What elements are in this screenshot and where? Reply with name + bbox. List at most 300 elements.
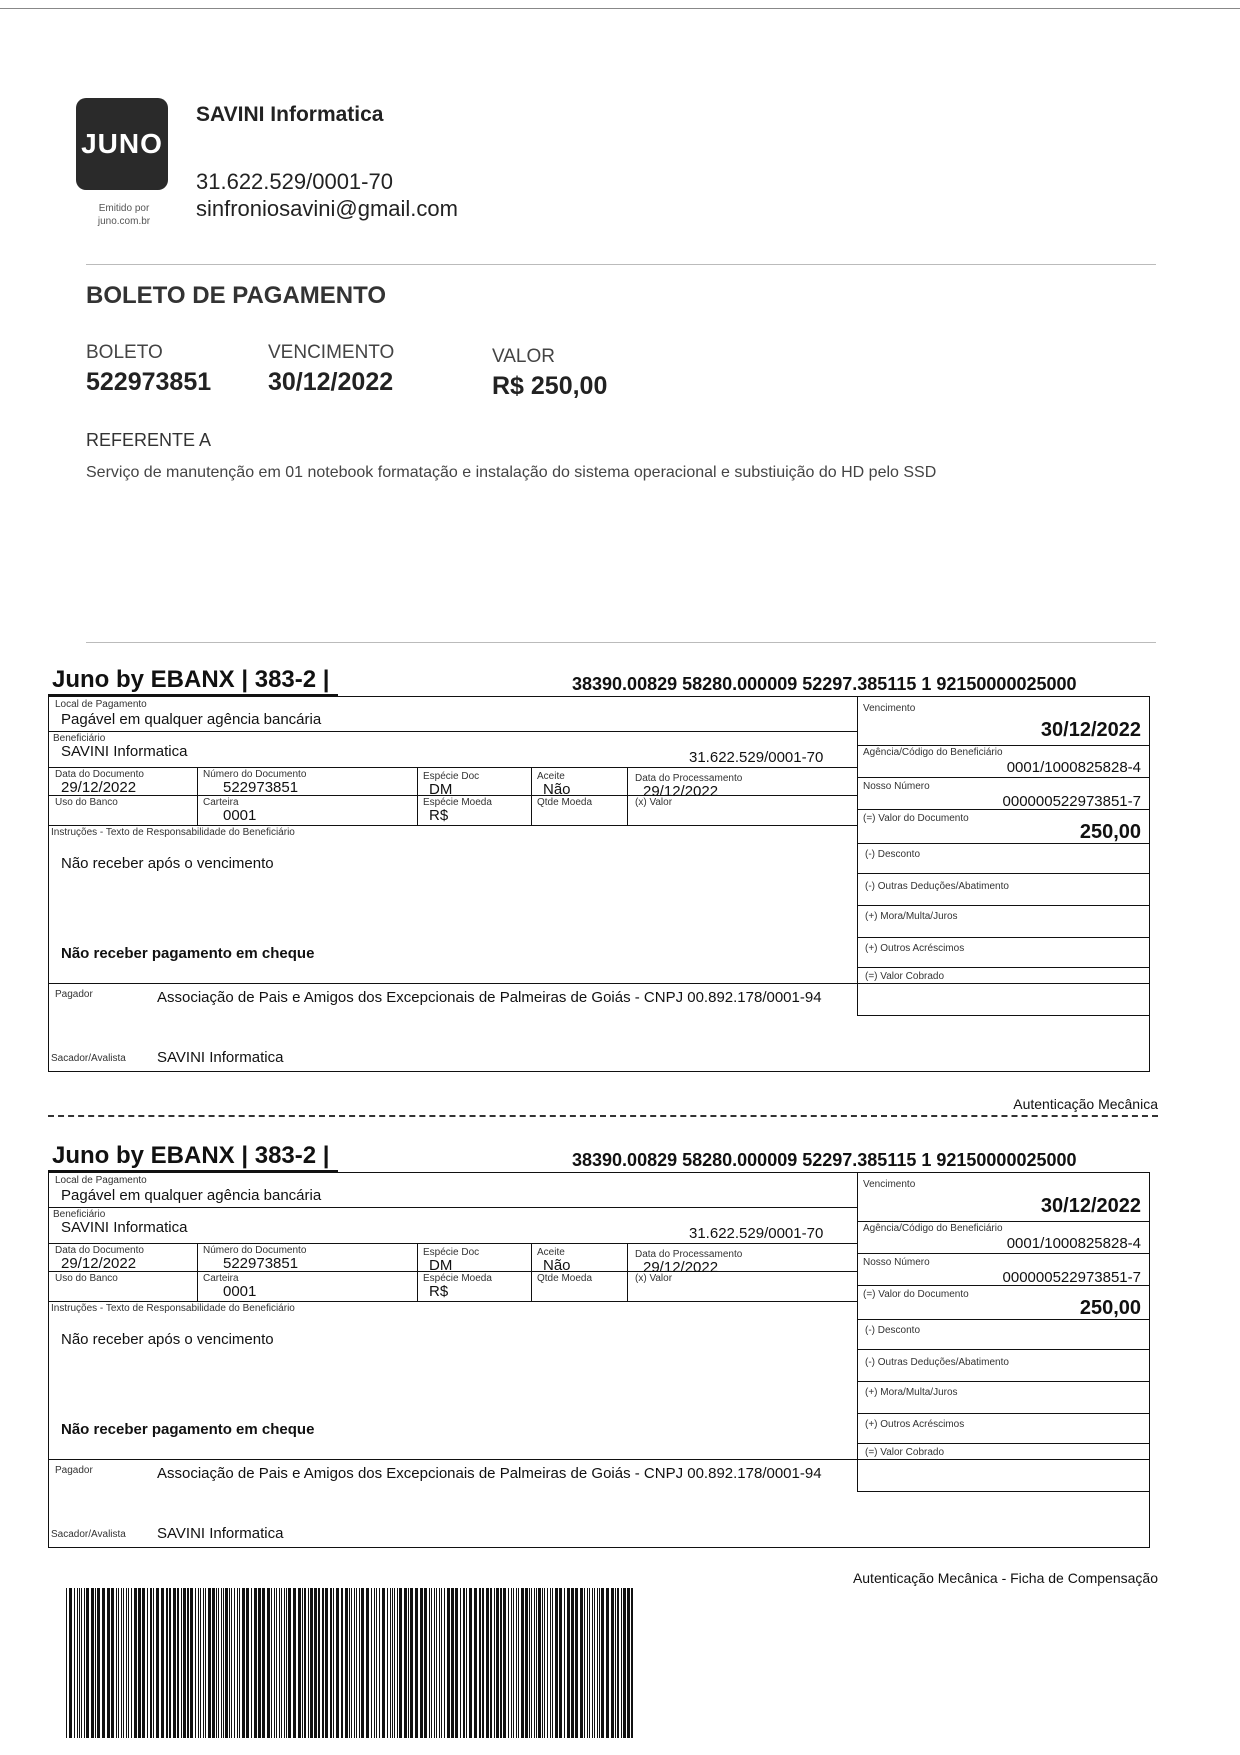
payment-slip-compensacao (48, 1142, 1158, 1586)
barcode-bar (408, 1588, 409, 1738)
payment-slip-receipt (48, 666, 1158, 1112)
barcode-bar (436, 1588, 437, 1738)
valor-documento: 250,00 (1079, 821, 1141, 843)
barcode-bar (500, 1588, 502, 1738)
barcode-bar (284, 1588, 285, 1738)
row-divider (49, 767, 857, 768)
numero-documento: 522973851 (223, 779, 299, 796)
barcode-bar (486, 1588, 489, 1738)
barcode-bar (81, 1588, 82, 1738)
bank-name: Juno by EBANX | 383-2 | (52, 666, 330, 693)
barcode-bar (420, 1588, 423, 1738)
barcode-bar (293, 1588, 296, 1738)
barcode-bar (390, 1588, 391, 1738)
barcode-bar (451, 1588, 454, 1738)
barcode-bar (318, 1588, 320, 1738)
local-pagamento-label: Local de Pagamento (55, 699, 147, 710)
barcode-bar (382, 1588, 385, 1738)
boleto-label: BOLETO (86, 342, 163, 363)
barcode-bar (392, 1588, 393, 1738)
sacador-label: Sacador/Avalista (51, 1529, 126, 1540)
row-divider (49, 731, 857, 732)
valor-documento: 250,00 (1079, 1297, 1141, 1319)
row-divider (857, 937, 1149, 938)
barcode-bar (142, 1588, 145, 1738)
carteira: 0001 (223, 807, 257, 824)
data-documento: 29/12/2022 (61, 1255, 137, 1272)
valor-documento-label: (=) Valor do Documento (863, 1289, 969, 1300)
barcode-bar (166, 1588, 168, 1738)
agencia-label: Agência/Código do Beneficiário (863, 747, 1003, 758)
instrucao-1: Não receber após o vencimento (61, 855, 274, 872)
barcode-bar (503, 1588, 506, 1738)
numero-documento-label: Número do Documento (203, 769, 307, 780)
barcode-bar (97, 1588, 100, 1738)
carteira-label: Carteira (203, 1273, 239, 1284)
barcode-bar (575, 1588, 578, 1738)
barcode-bar (271, 1588, 272, 1738)
summary-divider (86, 642, 1156, 643)
col-divider (197, 1243, 198, 1301)
barcode-bar (91, 1588, 94, 1738)
barcode-bar (587, 1588, 588, 1738)
barcode-bar (288, 1588, 291, 1738)
barcode-bar (225, 1588, 228, 1738)
barcode-bar (254, 1588, 257, 1738)
barcode-bar (212, 1588, 215, 1738)
row-divider (49, 1459, 1149, 1460)
row-divider (857, 1015, 1149, 1016)
cut-line (48, 1115, 1158, 1117)
valor-label: VALOR (492, 346, 556, 367)
barcode-bar (529, 1588, 530, 1738)
barcode-bar (156, 1588, 159, 1738)
row-divider (857, 1413, 1149, 1414)
barcode-bar (203, 1588, 204, 1738)
barcode-bar (198, 1588, 199, 1738)
barcode-bar (615, 1588, 616, 1738)
barcode-bar (123, 1588, 124, 1738)
barcode-bar (387, 1588, 388, 1738)
carteira-label: Carteira (203, 797, 239, 808)
barcode-bar (304, 1588, 306, 1738)
numero-documento: 522973851 (223, 1255, 299, 1272)
aceite: Não (543, 781, 571, 798)
barcode-bar (379, 1588, 380, 1738)
beneficiario-cnpj: 31.622.529/0001-70 (689, 749, 824, 766)
barcode-bar (95, 1588, 96, 1738)
barcode-bar (594, 1588, 595, 1738)
local-pagamento: Pagável em qualquer agência bancária (61, 1187, 322, 1204)
barcode-bar (371, 1588, 372, 1738)
barcode-bar (559, 1588, 562, 1738)
desconto-label: (-) Desconto (865, 1325, 921, 1336)
sacador-label: Sacador/Avalista (51, 1053, 126, 1064)
especie-doc-label: Espécie Doc (423, 1247, 480, 1258)
row-divider (857, 1253, 1149, 1254)
barcode-bar (542, 1588, 543, 1738)
barcode-bar (374, 1588, 375, 1738)
barcode-bar (479, 1588, 481, 1738)
barcode-bar (69, 1588, 72, 1738)
especie-doc-label: Espécie Doc (423, 771, 480, 782)
slip-grid (48, 1172, 1150, 1548)
sacador: SAVINI Informatica (157, 1049, 284, 1066)
outros-acrescimos-label: (+) Outros Acréscimos (865, 943, 965, 954)
barcode-bar (550, 1588, 551, 1738)
barcode-bar (376, 1588, 377, 1738)
barcode-bar (118, 1588, 119, 1738)
agencia: 0001/1000825828-4 (1006, 759, 1141, 776)
outros-acrescimos-label: (+) Outros Acréscimos (865, 1419, 965, 1430)
barcode-bar (621, 1588, 622, 1738)
barcode-bar (246, 1588, 249, 1738)
vencimento-label: Vencimento (863, 703, 916, 714)
uso-banco-label: Uso do Banco (55, 797, 118, 808)
barcode-bar (208, 1588, 211, 1738)
barcode-bar (627, 1588, 630, 1738)
qtde-moeda-label: Qtde Moeda (537, 1273, 593, 1284)
barcode-bar (508, 1588, 509, 1738)
row-divider (857, 1381, 1149, 1382)
barcode-bar (102, 1588, 105, 1738)
barcode-bar (584, 1588, 585, 1738)
barcode-bar (444, 1588, 445, 1738)
barcode-bar (195, 1588, 196, 1738)
barcode-bar (547, 1588, 548, 1738)
col-divider (531, 767, 532, 825)
barcode-bar (84, 1588, 85, 1738)
beneficiario-cnpj: 31.622.529/0001-70 (689, 1225, 824, 1242)
outras-deducoes-label: (-) Outras Deduções/Abatimento (865, 1357, 1009, 1368)
barcode-bar (86, 1588, 89, 1738)
mora-label: (+) Mora/Multa/Juros (865, 1387, 958, 1398)
boleto-value: 522973851 (86, 368, 212, 396)
data-processamento-label: Data do Processamento (635, 1249, 743, 1260)
barcode-bar (531, 1588, 532, 1738)
barcode-bar (536, 1588, 537, 1738)
top-rule (0, 8, 1240, 9)
barcode-bar (469, 1588, 472, 1738)
barcode-bar (310, 1588, 313, 1738)
especie-doc: DM (429, 1257, 453, 1274)
barcode-bar (356, 1588, 357, 1738)
barcode-bar (234, 1588, 235, 1738)
col-divider (197, 767, 198, 825)
row-divider (49, 825, 857, 826)
barcode-bar (279, 1588, 280, 1738)
valor-documento-label: (=) Valor do Documento (863, 813, 969, 824)
row-divider (49, 983, 1149, 984)
linha-digitavel: 38390.00829 58280.000009 52297.385115 1 92150000025000 (572, 674, 1077, 694)
valor-value: R$ 250,00 (492, 372, 608, 400)
barcode-bar (116, 1588, 117, 1738)
row-divider (857, 777, 1149, 778)
barcode-bar (126, 1588, 127, 1738)
header-divider (86, 264, 1156, 265)
vencimento-value: 30/12/2022 (1040, 1195, 1141, 1217)
barcode-bar (567, 1588, 570, 1738)
barcode-bar (341, 1588, 343, 1738)
instrucao-1: Não receber após o vencimento (61, 1331, 274, 1348)
pagador: Associação de Pais e Amigos dos Excepcionais de Palmeiras de Goiás - CNPJ 00.892.178/0001-94 (157, 989, 822, 1006)
barcode-bar (429, 1588, 430, 1738)
barcode-bar (267, 1588, 270, 1738)
barcode-bar (623, 1588, 626, 1738)
especie-moeda: R$ (429, 807, 449, 824)
col-divider (417, 767, 418, 825)
barcode-bar (617, 1588, 619, 1738)
barcode-bar (223, 1588, 224, 1738)
row-divider (857, 745, 1149, 746)
uso-banco-label: Uso do Banco (55, 1273, 118, 1284)
barcode-bar (134, 1588, 137, 1738)
barcode-bar (439, 1588, 440, 1738)
carteira: 0001 (223, 1283, 257, 1300)
barcode-bar (447, 1588, 450, 1738)
local-pagamento-label: Local de Pagamento (55, 1175, 147, 1186)
barcode-bar (345, 1588, 348, 1738)
barcode-bar (571, 1588, 574, 1738)
barcode-bar (534, 1588, 535, 1738)
row-divider (857, 1221, 1149, 1222)
barcode-bar (325, 1588, 328, 1738)
barcode-bar (494, 1588, 495, 1738)
barcode-bar (361, 1588, 364, 1738)
row-divider (49, 1301, 857, 1302)
col-divider (531, 1243, 532, 1301)
valor-cobrado-label: (=) Valor Cobrado (865, 971, 945, 982)
barcode-bar (336, 1588, 339, 1738)
barcode-bar (351, 1588, 352, 1738)
x-valor-label: (x) Valor (635, 797, 673, 808)
barcode-bar (455, 1588, 458, 1738)
outras-deducoes-label: (-) Outras Deduções/Abatimento (865, 881, 1009, 892)
barcode-bar (107, 1588, 110, 1738)
bank-name: Juno by EBANX | 383-2 | (52, 1142, 330, 1169)
barcode-bar (399, 1588, 402, 1738)
valor-cobrado-label: (=) Valor Cobrado (865, 1447, 945, 1458)
barcode-bar (274, 1588, 275, 1738)
vencimento-label: VENCIMENTO (268, 342, 395, 363)
row-divider (857, 1443, 1149, 1444)
beneficiario-label: Beneficiário (53, 1209, 106, 1220)
barcode-bar (463, 1588, 465, 1738)
row-divider (857, 967, 1149, 968)
pagador-label: Pagador (55, 989, 93, 1000)
mora-label: (+) Mora/Multa/Juros (865, 911, 958, 922)
vencimento-value: 30/12/2022 (268, 368, 394, 396)
barcode-bar (333, 1588, 334, 1738)
barcode-bar (525, 1588, 528, 1738)
data-processamento-label: Data do Processamento (635, 773, 743, 784)
row-divider (857, 1491, 1149, 1492)
barcode-bar (544, 1588, 545, 1738)
barcode-bar (138, 1588, 141, 1738)
referente-text: Serviço de manutenção em 01 notebook formatação e instalação do sistema operacional e substiuição do HD pelo SSD (86, 464, 937, 481)
barcode-bar (298, 1588, 301, 1738)
barcode-bar (79, 1588, 80, 1738)
barcode-bar (66, 1588, 67, 1738)
vencimento-label: Vencimento (863, 1179, 916, 1190)
barcode-bar (631, 1588, 633, 1738)
barcode-bar (366, 1588, 369, 1738)
numero-documento-label: Número do Documento (203, 1245, 307, 1256)
pagador: Associação de Pais e Amigos dos Excepcionais de Palmeiras de Goiás - CNPJ 00.892.178/0001-94 (157, 1465, 822, 1482)
barcode-bar (580, 1588, 583, 1738)
barcode-bar (394, 1588, 395, 1738)
barcode-bar (147, 1588, 148, 1738)
row-divider (857, 905, 1149, 906)
barcode-bar (177, 1588, 179, 1738)
instrucoes-label: Instruções - Texto de Responsabilidade do Beneficiário (51, 1303, 295, 1314)
aceite-label: Aceite (537, 771, 565, 782)
barcode-bar (281, 1588, 282, 1738)
barcode-bar (349, 1588, 350, 1738)
nosso-numero-label: Nosso Número (863, 1257, 930, 1268)
row-divider (49, 795, 857, 796)
barcode-bar (601, 1588, 604, 1738)
barcode-bar (431, 1588, 432, 1738)
barcode-bar (354, 1588, 355, 1738)
barcode-bar (276, 1588, 277, 1738)
beneficiario: SAVINI Informatica (61, 743, 188, 760)
barcode-bar (513, 1588, 514, 1738)
issuer-email: sinfroniosavini@gmail.com (196, 196, 458, 221)
row-divider (857, 1349, 1149, 1350)
barcode-bar (173, 1588, 176, 1738)
barcode-bar (229, 1588, 230, 1738)
vencimento-value: 30/12/2022 (1040, 719, 1141, 741)
barcode-bar (187, 1588, 189, 1738)
barcode-bar (262, 1588, 265, 1738)
barcode-bar (606, 1588, 609, 1738)
barcode-bar (516, 1588, 517, 1738)
barcode-bar (258, 1588, 261, 1738)
barcode-bar (205, 1588, 206, 1738)
barcode-bar (518, 1588, 519, 1738)
barcode-bar (441, 1588, 442, 1738)
emitido-line-2: juno.com.br (97, 216, 151, 227)
data-processamento: 29/12/2022 (643, 783, 719, 800)
referente-label: REFERENTE A (86, 430, 212, 450)
data-documento-label: Data do Documento (55, 769, 144, 780)
row-divider (857, 873, 1149, 874)
especie-moeda-label: Espécie Moeda (423, 797, 492, 808)
barcode-bar (397, 1588, 398, 1738)
nosso-numero: 000000522973851-7 (1002, 793, 1141, 810)
slip-header (48, 666, 1158, 696)
barcode-bar (77, 1588, 78, 1738)
logo-text: JUNO (81, 128, 163, 159)
barcode-bar (496, 1588, 499, 1738)
barcode-bar (410, 1588, 413, 1738)
row-divider (49, 1207, 857, 1208)
barcode-bar (308, 1588, 309, 1738)
barcode-bar (286, 1588, 287, 1738)
aceite-label: Aceite (537, 1247, 565, 1258)
data-processamento: 29/12/2022 (643, 1259, 719, 1276)
beneficiario-label: Beneficiário (53, 733, 106, 744)
especie-doc: DM (429, 781, 453, 798)
barcode-bar (150, 1588, 152, 1738)
barcode-bar (216, 1588, 217, 1738)
instrucao-2: Não receber pagamento em cheque (61, 945, 315, 962)
barcode-bar (153, 1588, 154, 1738)
barcode-bar (239, 1588, 240, 1738)
page-title: BOLETO DE PAGAMENTO (86, 282, 387, 309)
barcode-bar (121, 1588, 122, 1738)
barcode (66, 1588, 636, 1738)
barcode-bar (597, 1588, 598, 1738)
barcode-bar (190, 1588, 193, 1738)
qtde-moeda-label: Qtde Moeda (537, 797, 593, 808)
barcode-bar (490, 1588, 492, 1738)
barcode-bar (359, 1588, 360, 1738)
barcode-bar (218, 1588, 219, 1738)
barcode-bar (181, 1588, 182, 1738)
instrucoes-label: Instruções - Texto de Responsabilidade do Beneficiário (51, 827, 295, 838)
autenticacao-mecanica: Autenticação Mecânica (1013, 1096, 1158, 1112)
barcode-bar (482, 1588, 484, 1738)
barcode-bar (314, 1588, 317, 1738)
barcode-bar (552, 1588, 553, 1738)
barcode-bar (555, 1588, 558, 1738)
barcode-bar (474, 1588, 477, 1738)
barcode-bar (169, 1588, 171, 1738)
barcode-bar (302, 1588, 303, 1738)
barcode-bar (511, 1588, 512, 1738)
barcode-bar (330, 1588, 332, 1738)
barcode-bar (251, 1588, 252, 1738)
especie-moeda: R$ (429, 1283, 449, 1300)
barcode-bar (592, 1588, 593, 1738)
col-divider (417, 1243, 418, 1301)
barcode-bar (521, 1588, 524, 1738)
barcode-bar (599, 1588, 600, 1738)
slip-header (48, 1142, 1158, 1172)
barcode-bar (131, 1588, 132, 1738)
emitido-line-1: Emitido por (98, 203, 150, 214)
barcode-bar (74, 1588, 75, 1738)
barcode-bar (466, 1588, 467, 1738)
x-valor-label: (x) Valor (635, 1273, 673, 1284)
col-divider (627, 767, 628, 825)
barcode-bar (322, 1588, 324, 1738)
issuer-name: SAVINI Informatica (196, 103, 384, 126)
instrucao-2: Não receber pagamento em cheque (61, 1421, 315, 1438)
autenticacao-ficha-compensacao: Autenticação Mecânica - Ficha de Compensação (852, 1570, 1158, 1586)
data-documento-label: Data do Documento (55, 1245, 144, 1256)
barcode-bar (231, 1588, 232, 1738)
slip-grid (48, 696, 1150, 1072)
barcode-bar (538, 1588, 541, 1738)
barcode-bar (237, 1588, 238, 1738)
beneficiario: SAVINI Informatica (61, 1219, 188, 1236)
issuer-cnpj: 31.622.529/0001-70 (196, 169, 393, 194)
agencia-label: Agência/Código do Beneficiário (863, 1223, 1003, 1234)
barcode-bar (434, 1588, 435, 1738)
barcode-bar (128, 1588, 129, 1738)
barcode-bar (111, 1588, 114, 1738)
pagador-label: Pagador (55, 1465, 93, 1476)
row-divider (49, 1243, 857, 1244)
agencia: 0001/1000825828-4 (1006, 1235, 1141, 1252)
juno-logo (76, 98, 168, 190)
row-divider (49, 1271, 857, 1272)
barcode-bar (564, 1588, 565, 1738)
sacador: SAVINI Informatica (157, 1525, 284, 1542)
